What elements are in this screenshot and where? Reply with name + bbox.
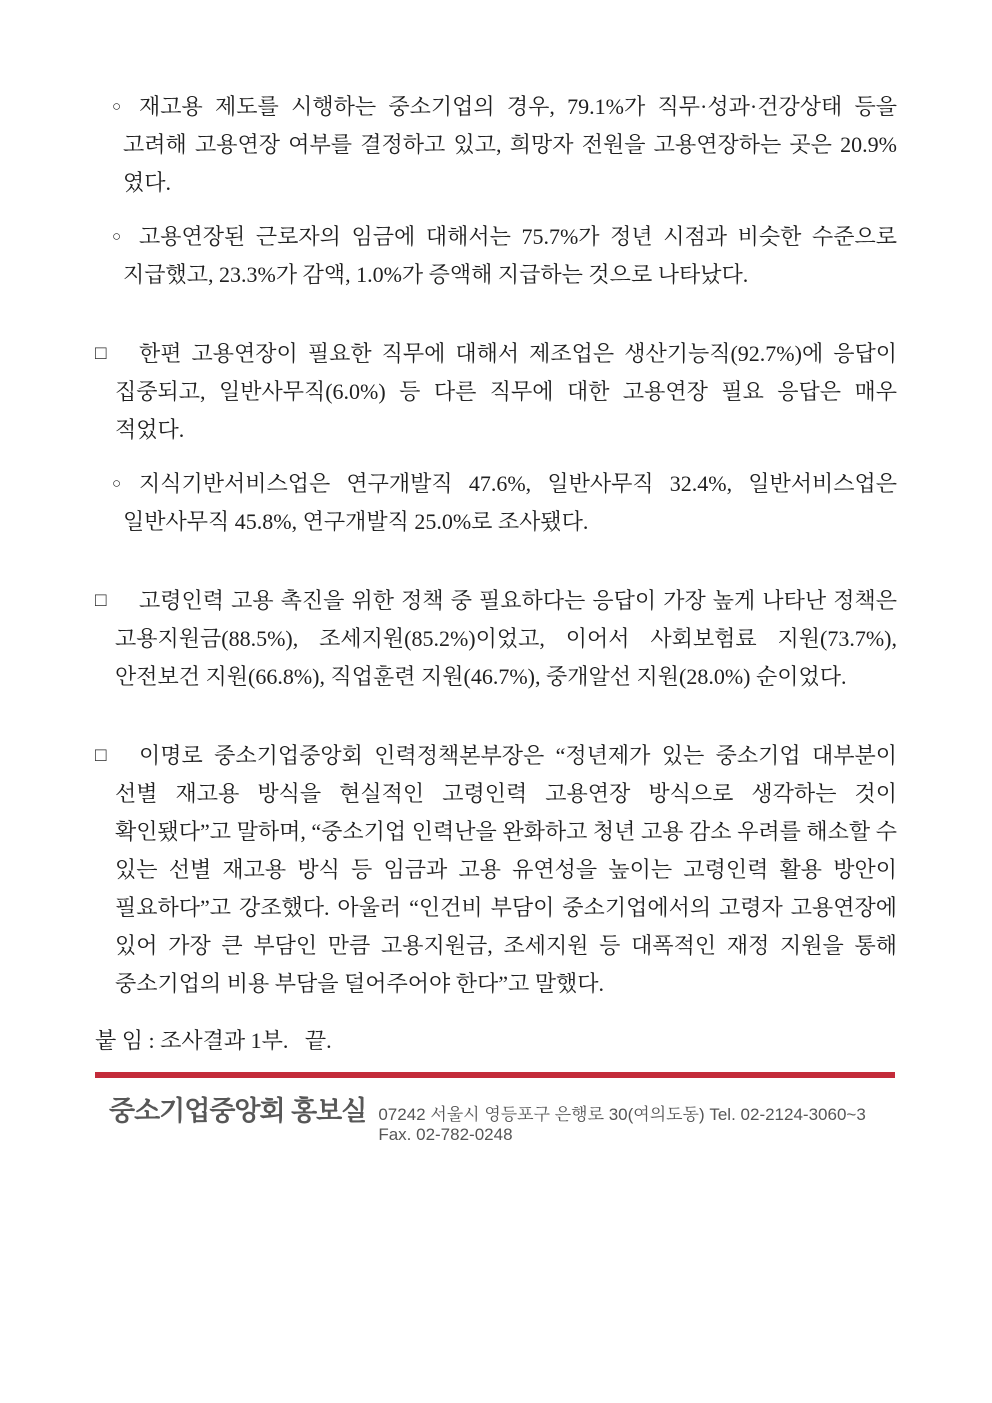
paragraph-text: 고용연장된 근로자의 임금에 대해서는 75.7%가 정년 시점과 비슷한 수준으로 지급했고, 23.3%가 감액, 1.0%가 증액해 지급하는 것으로 나타났다.: [123, 224, 897, 287]
footer-divider: [95, 1072, 895, 1078]
circle-bullet-icon: ○: [112, 99, 122, 115]
paragraph: [95, 218, 897, 294]
paragraph-text: 지식기반서비스업은 연구개발직 47.6%, 일반사무직 32.4%, 일반서비스업은 일반사무직 45.8%, 연구개발직 25.0%로 조사됐다.: [123, 471, 897, 534]
square-bullet-icon: □: [95, 745, 107, 766]
paragraph: [95, 737, 897, 1003]
paragraph: [95, 582, 897, 696]
document-body: [95, 88, 897, 1145]
paragraph: [95, 335, 897, 449]
paragraph: [95, 465, 897, 541]
paragraph-text: 고령인력 고용 촉진을 위한 정책 중 필요하다는 응답이 가장 높게 나타난 정책은 고용지원금(88.5%), 조세지원(85.2%)이었고, 이어서 사회보험료 지원(73.7%), 안전보건 지원(66.8%), 직업훈련 지원(46.7%), 중개알선 지원(28.0%) 순이었다.: [115, 588, 897, 689]
square-bullet-icon: □: [95, 590, 107, 611]
paragraph-text: 한편 고용연장이 필요한 직무에 대해서 제조업은 생산기능직(92.7%)에 응답이 집중되고, 일반사무직(6.0%) 등 다른 직무에 대한 고용연장 필요 응답은 매우 적었다.: [115, 341, 897, 442]
footer-org-name: 중소기업중앙회 홍보실: [109, 1096, 367, 1126]
paragraph: [95, 88, 897, 202]
attachment-note: 붙 임 : 조사결과 1부. 끝.: [95, 1028, 332, 1053]
paragraph-text: 이명로 중소기업중앙회 인력정책본부장은 “정년제가 있는 중소기업 대부분이 선별 재고용 방식을 현실적인 고령인력 고용연장 방식으로 생각하는 것이 확인됐다”고 말하며, “중소기업 인력난을 완화하고 청년 고용 감소 우려를 해소할 수 있는 선별 재고용 방식 등 임금과 고용 유연성을 높이는 고령인력 활용 방안이 필요하다”고 강조했다. 아울러 “인건비 부담이 중소기업에서의 고령자 고용연장에 있어 가장 큰 부담인 만큼 고용지원금, 조세지원 등 대폭적인 재정 지원을 통해 중소기업의 비용 부담을 덜어주어야 한다”고 말했다.: [115, 743, 897, 996]
circle-bullet-icon: ○: [112, 476, 122, 492]
circle-bullet-icon: ○: [112, 229, 122, 245]
footer-address: 07242 서울시 영등포구 은행로 30(여의도동) Tel. 02-2124-3060~3 Fax. 02-782-0248: [378, 1105, 880, 1144]
footer: [95, 1089, 897, 1145]
square-bullet-icon: □: [95, 343, 107, 364]
paragraph-text: 재고용 제도를 시행하는 중소기업의 경우, 79.1%가 직무·성과·건강상태 등을 고려해 고용연장 여부를 결정하고 있고, 희망자 전원을 고용연장하는 곳은 20.9%였다.: [123, 94, 897, 195]
